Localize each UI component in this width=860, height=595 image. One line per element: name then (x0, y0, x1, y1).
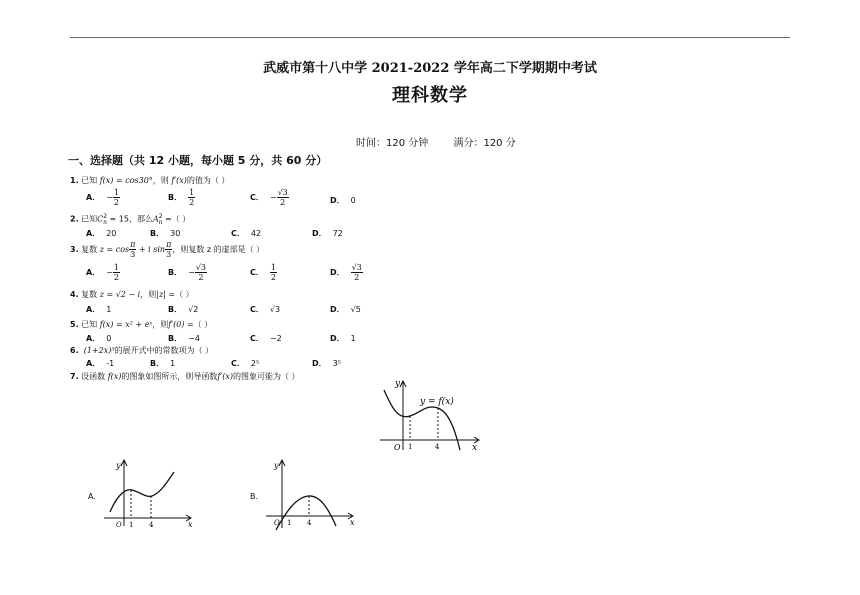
question-3: 3. 复数 z = cos $\frac{\pi}{3}$ + i sin $\frac{\pi}{3}$ ，则复数 z 的虚部是（ ） (70, 240, 265, 259)
tick-1: 1 (408, 443, 413, 451)
figure-option-b[interactable] (262, 458, 358, 532)
tick-4: 4 (149, 521, 154, 528)
exam-title: 武威市第十八中学 2021-2022 学年高二下学期期中考试 (263, 61, 597, 76)
exam-score: 满分：120 分 (453, 138, 516, 149)
curve-label: y = f(x) (420, 397, 454, 407)
header-rule (70, 37, 790, 38)
origin-label: O (394, 443, 401, 452)
q2-option-c[interactable]: C． 42 (231, 229, 262, 238)
q2-option-a[interactable]: A． 20 (86, 229, 117, 238)
option-a-curve (110, 472, 174, 512)
q6-option-d[interactable]: D． 3⁵ (312, 359, 341, 368)
q3-option-b[interactable]: B． − $\frac{√3}{2}$ (168, 263, 206, 282)
q1-option-d[interactable]: D． 0 (330, 196, 356, 205)
q5-option-c[interactable]: C． −2 (250, 334, 282, 343)
exam-meta (356, 134, 538, 149)
q5-option-d[interactable]: D． 1 (330, 334, 356, 343)
tick-1: 1 (129, 521, 134, 528)
question-4: 4. 复数 z = √2 − i，则|z| =（ ） (70, 290, 194, 299)
q1-option-c[interactable]: C． − $\frac{√3}{2}$ (250, 188, 288, 207)
question-6: 6. (1+2x)⁵的展开式中的常数项为（ ） (70, 346, 214, 355)
y-label: y (116, 461, 121, 470)
question-7: 7. 设函数 f(x)的图象如图所示，则导函数f′(x)的图象可能为（ ） (70, 372, 300, 381)
q6-option-c[interactable]: C． 2⁵ (231, 359, 260, 368)
q4-option-c[interactable]: C． √3 (250, 305, 281, 314)
section-heading: 一、选择题（共 12 小题，每小题 5 分，共 60 分） (68, 154, 328, 167)
q6-option-a[interactable]: A． -1 (86, 359, 115, 368)
q6-option-b[interactable]: B． 1 (150, 359, 176, 368)
figure-option-a[interactable] (100, 458, 196, 528)
y-label: y (274, 461, 279, 470)
q7-option-a-label[interactable]: A. (88, 492, 96, 501)
origin-label: O (116, 521, 122, 528)
question-1: 1. 已知 f(x) = cos30°，则 f′(x)的值为（ ） (70, 176, 230, 185)
x-label: x (188, 520, 193, 528)
exam-time: 时间：120 分钟 (356, 138, 429, 149)
question-5: 5. 已知 f(x) = x² + eˣ，则f′(0) =（ ） (70, 320, 213, 329)
tick-1: 1 (287, 519, 292, 527)
question-2: 2. 已知$C^2_n = 15$，那么$A^2_n$ =（ ） (70, 213, 191, 227)
q4-option-d[interactable]: D． √5 (330, 305, 361, 314)
q3-option-a[interactable]: A． − $\frac{1}{2}$ (86, 263, 119, 282)
x-label: x (472, 443, 478, 453)
q3-option-d[interactable]: D． $\frac{√3}{2}$ (330, 263, 362, 282)
figure-fx (376, 378, 486, 454)
q1-option-a[interactable]: A． − $\frac{1}{2}$ (86, 188, 119, 207)
q5-option-a[interactable]: A． 0 (86, 334, 112, 343)
q7-option-b-label[interactable]: B. (250, 492, 259, 501)
q4-option-b[interactable]: B． √2 (168, 305, 199, 314)
q4-option-a[interactable]: A． 1 (86, 305, 112, 314)
x-label: x (350, 518, 355, 527)
origin-label: O (274, 519, 280, 527)
q2-option-d[interactable]: D． 72 (312, 229, 343, 238)
q2-option-b[interactable]: B． 30 (150, 229, 181, 238)
q3-option-c[interactable]: C． $\frac{1}{2}$ (250, 263, 276, 282)
y-label: y (395, 379, 401, 389)
tick-4: 4 (435, 443, 440, 451)
q5-option-b[interactable]: B． −4 (168, 334, 200, 343)
option-b-curve (276, 496, 336, 530)
tick-4: 4 (307, 519, 312, 527)
exam-subject: 理科数学 (392, 85, 468, 106)
q1-option-b[interactable]: B． $\frac{1}{2}$ (168, 188, 195, 207)
